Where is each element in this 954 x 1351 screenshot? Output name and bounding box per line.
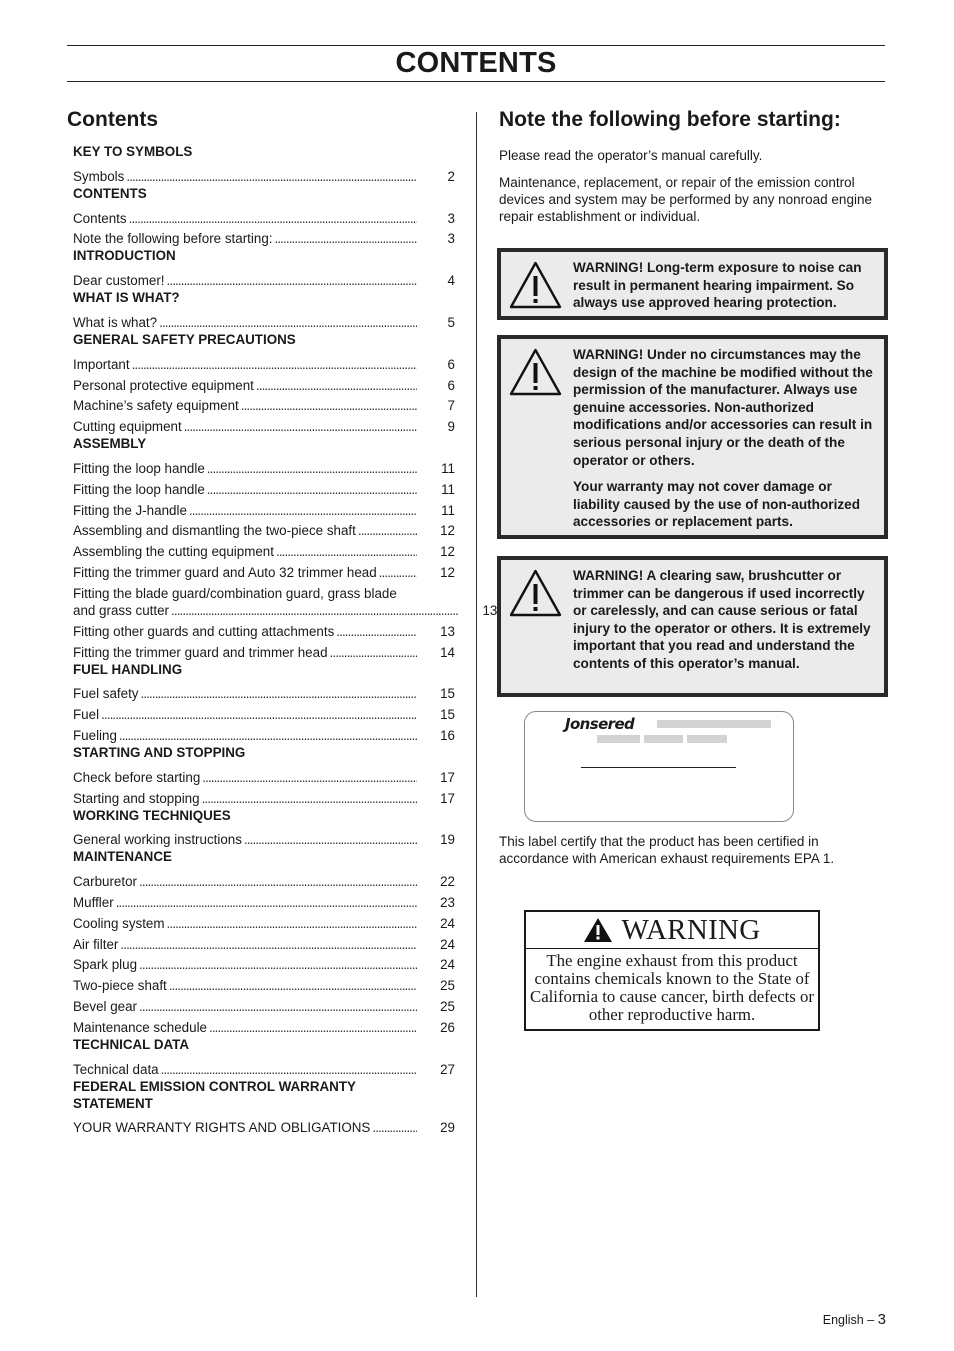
toc-entry bbox=[73, 765, 455, 786]
page-title: CONTENTS bbox=[395, 47, 557, 79]
toc-entry-label: Spark plug bbox=[73, 957, 138, 973]
toc-entry bbox=[73, 581, 498, 619]
toc-entry-label: Symbols bbox=[73, 168, 125, 184]
toc-dot-leader bbox=[336, 623, 417, 640]
toc-entry bbox=[73, 414, 455, 435]
toc-page-number: 24 bbox=[440, 936, 455, 952]
toc-entry bbox=[73, 268, 455, 289]
toc-dot-leader bbox=[101, 706, 417, 723]
toc-entry-label: Two-piece shaft bbox=[73, 978, 167, 994]
toc-entry bbox=[73, 994, 455, 1015]
toc-section-title-text: MAINTENANCE bbox=[73, 849, 172, 865]
toc-entry-label: Fuel safety bbox=[73, 686, 139, 702]
toc-entry-label: Important bbox=[73, 356, 130, 372]
toc-entry bbox=[73, 310, 455, 331]
toc-page-number: 6 bbox=[447, 377, 455, 393]
toc-page-number: 3 bbox=[447, 231, 455, 247]
toc-dot-leader bbox=[161, 1061, 417, 1078]
toc-entry bbox=[73, 394, 455, 415]
toc-entry-label: Fitting the J-handle bbox=[73, 502, 187, 518]
toc-entry bbox=[73, 164, 455, 185]
toc-dot-leader bbox=[126, 168, 417, 185]
toc-page-number: 6 bbox=[447, 356, 455, 372]
toc-page-number: 5 bbox=[447, 314, 455, 330]
toc-section-title-text: WHAT IS WHAT? bbox=[73, 290, 180, 306]
toc-entry-label: Technical data bbox=[73, 1061, 159, 1077]
toc-dot-leader bbox=[167, 915, 417, 932]
toc-dot-leader bbox=[275, 230, 418, 247]
toc-entry bbox=[73, 373, 455, 394]
toc-entry-label: Fitting the trimmer guard and Auto 32 trimmer head bbox=[73, 564, 377, 580]
prop65-title: WARNING bbox=[621, 913, 761, 946]
toc-entry bbox=[73, 932, 455, 953]
toc-entry bbox=[73, 539, 455, 560]
prop65-header bbox=[526, 912, 818, 949]
toc-entry-label: Check before starting bbox=[73, 769, 201, 785]
warning-text-modification bbox=[573, 346, 878, 531]
toc-dot-leader bbox=[171, 602, 459, 619]
toc-entry-label: Carburetor bbox=[73, 874, 138, 890]
toc-section-title bbox=[73, 807, 455, 828]
warning-box-noise bbox=[497, 248, 888, 320]
toc-entry bbox=[73, 911, 455, 932]
prop65-warning-box bbox=[524, 910, 820, 1031]
toc-page-number: 4 bbox=[447, 273, 455, 289]
toc-section-title bbox=[73, 331, 455, 352]
toc-section-title bbox=[73, 289, 455, 310]
toc-dot-leader bbox=[244, 831, 417, 848]
toc-dot-leader bbox=[330, 644, 417, 661]
toc-dot-leader bbox=[372, 1119, 417, 1136]
toc-entry-label: Assembling and dismantling the two-piece shaft bbox=[73, 523, 356, 539]
warning-triangle-icon bbox=[508, 568, 563, 618]
toc-entry bbox=[73, 206, 455, 227]
toc-dot-leader bbox=[139, 956, 417, 973]
toc-page-number: 27 bbox=[440, 1061, 455, 1077]
toc-entry-label: Dear customer! bbox=[73, 273, 165, 289]
toc-section-title bbox=[73, 185, 455, 206]
toc-page-number: 9 bbox=[447, 419, 455, 435]
toc-section-title bbox=[73, 1036, 455, 1057]
toc-page-number: 25 bbox=[440, 978, 455, 994]
toc-section-title-text: KEY TO SYMBOLS bbox=[73, 144, 193, 159]
toc-entry bbox=[73, 456, 455, 477]
toc-entry-label: Personal protective equipment bbox=[73, 377, 254, 393]
toc-entry-label: Fitting the loop handle bbox=[73, 460, 205, 476]
toc-dot-leader bbox=[207, 481, 417, 498]
toc-heading: Contents bbox=[67, 108, 158, 131]
warning-triangle-icon bbox=[508, 347, 563, 397]
toc-section-title bbox=[73, 1078, 455, 1116]
toc-dot-leader bbox=[209, 1019, 417, 1036]
column-divider bbox=[476, 112, 477, 1297]
toc-section-title-text: GENERAL SAFETY PRECAUTIONS bbox=[73, 331, 296, 347]
table-of-contents bbox=[73, 143, 498, 1136]
toc-page-number: 26 bbox=[440, 1019, 455, 1035]
label-gray-bar bbox=[644, 735, 683, 743]
toc-page-number: 13 bbox=[482, 602, 498, 618]
toc-page-number: 11 bbox=[441, 460, 455, 476]
toc-dot-leader bbox=[120, 936, 417, 953]
toc-entry bbox=[73, 702, 455, 723]
toc-page-number: 3 bbox=[447, 210, 455, 226]
toc-entry bbox=[73, 890, 455, 911]
label-caption: This label certify that the product has been certified in accordance with American exhaust requirements EPA 1. bbox=[499, 834, 835, 866]
label-gray-bar bbox=[687, 735, 727, 743]
emission-paragraph: Maintenance, replacement, or repair of the emission control devices and system may be performed by any nonroad engine repair establishment or individual. bbox=[499, 175, 872, 224]
toc-entry bbox=[73, 640, 455, 661]
toc-page-number: 17 bbox=[440, 790, 455, 806]
toc-entry-label: Starting and stopping bbox=[73, 790, 200, 806]
toc-entry bbox=[73, 786, 455, 807]
toc-dot-leader bbox=[189, 502, 417, 519]
toc-entry-label: and grass cutter bbox=[73, 602, 170, 618]
title-rule bbox=[67, 81, 885, 82]
toc-entry-label: Fitting other guards and cutting attachments bbox=[73, 623, 335, 639]
toc-page-number: 12 bbox=[440, 564, 455, 580]
note-heading: Note the following before starting: bbox=[499, 108, 841, 131]
toc-entry bbox=[73, 498, 455, 519]
toc-page-number: 14 bbox=[440, 644, 455, 660]
warning-triangle-icon bbox=[508, 260, 563, 310]
toc-page-number: 15 bbox=[440, 707, 455, 723]
toc-entry bbox=[73, 953, 455, 974]
toc-section-title-text: FEDERAL EMISSION CONTROL WARRANTY bbox=[73, 1078, 356, 1094]
footer-language: English bbox=[822, 1313, 864, 1327]
toc-dot-leader bbox=[276, 543, 417, 560]
toc-entry bbox=[73, 1116, 455, 1137]
toc-entry-wrap bbox=[73, 585, 463, 619]
toc-entry bbox=[73, 619, 455, 640]
emission-label-image bbox=[524, 711, 794, 822]
toc-entry-label: What is what? bbox=[73, 314, 158, 330]
toc-section-title-text: FUEL HANDLING bbox=[73, 661, 183, 677]
toc-entry bbox=[73, 723, 455, 744]
toc-entry-label: Fitting the blade guard/combination guard, grass blade bbox=[73, 585, 397, 601]
toc-entry bbox=[73, 1057, 455, 1078]
toc-page-number: 11 bbox=[441, 502, 455, 518]
toc-section-title bbox=[73, 247, 455, 268]
toc-page-number: 13 bbox=[440, 623, 455, 639]
toc-dot-leader bbox=[256, 377, 417, 394]
toc-entry bbox=[73, 477, 455, 498]
toc-page-number: 22 bbox=[440, 874, 455, 890]
toc-dot-leader bbox=[119, 727, 417, 744]
toc-entry bbox=[73, 869, 455, 890]
toc-entry-label: Note the following before starting: bbox=[73, 231, 273, 247]
page-footer bbox=[823, 1311, 886, 1328]
toc-entry-label: Contents bbox=[73, 210, 127, 226]
toc-section-title-text: STARTING AND STOPPING bbox=[73, 744, 246, 760]
toc-section-title-text: TECHNICAL DATA bbox=[73, 1036, 190, 1052]
warning-box-modification bbox=[497, 335, 888, 539]
toc-entry bbox=[73, 1015, 455, 1036]
warning-box-danger bbox=[497, 556, 888, 697]
toc-page-number: 2 bbox=[447, 168, 455, 184]
toc-page-number: 29 bbox=[440, 1120, 455, 1136]
toc-entry bbox=[73, 519, 455, 540]
toc-section-title bbox=[73, 435, 455, 456]
toc-page-number: 7 bbox=[447, 398, 455, 414]
toc-dot-leader bbox=[132, 356, 417, 373]
label-underline bbox=[581, 767, 736, 768]
toc-dot-leader bbox=[202, 769, 417, 786]
toc-page-number: 16 bbox=[440, 727, 455, 743]
footer-page-number: 3 bbox=[877, 1311, 886, 1328]
toc-dot-leader bbox=[169, 977, 417, 994]
toc-dot-leader bbox=[159, 314, 417, 331]
toc-dot-leader bbox=[141, 685, 418, 702]
toc-entry-label: Maintenance schedule bbox=[73, 1019, 207, 1035]
toc-section-title bbox=[73, 744, 455, 765]
toc-dot-leader bbox=[379, 564, 417, 581]
toc-page-number: 19 bbox=[440, 832, 455, 848]
toc-dot-leader bbox=[184, 418, 417, 435]
toc-dot-leader bbox=[139, 998, 417, 1015]
toc-page-number: 11 bbox=[441, 481, 455, 497]
toc-dot-leader bbox=[358, 522, 417, 539]
toc-entry-label: General working instructions bbox=[73, 832, 242, 848]
toc-entry-label: Fitting the trimmer guard and trimmer head bbox=[73, 644, 328, 660]
toc-dot-leader bbox=[207, 460, 417, 477]
toc-entry bbox=[73, 227, 455, 248]
toc-page-number: 12 bbox=[440, 544, 455, 560]
toc-entry bbox=[73, 828, 455, 849]
warning-text-danger: WARNING! A clearing saw, brushcutter or trimmer can be dangerous if used incorrectly or carelessly, and can cause serious or fatal injury to the operator or others. It is extremely important that you read and understand the contents of this operator’s manual. bbox=[573, 568, 871, 671]
toc-entry-label: Bevel gear bbox=[73, 998, 138, 1014]
prop65-body: The engine exhaust from this product contains chemicals known to the State of California to cause cancer, birth defects or other reproductive harm. bbox=[530, 951, 815, 1024]
toc-page-number: 24 bbox=[440, 957, 455, 973]
warning-text-noise: WARNING! Long-term exposure to noise can result in permanent hearing impairment. So always use approved hearing protection. bbox=[573, 260, 862, 311]
toc-dot-leader bbox=[167, 272, 417, 289]
toc-entry-label: Muffler bbox=[73, 894, 114, 910]
toc-dot-leader bbox=[116, 894, 417, 911]
label-gray-bar bbox=[597, 735, 640, 743]
toc-entry bbox=[73, 682, 455, 703]
warning-modification-p1: WARNING! Under no circumstances may the design of the machine be modified without the permission of the manufacturer. Always use genuine accessories. Non-authorized modifications and/or accessories can result in serious personal injury or the death of the operator or others. bbox=[573, 347, 873, 468]
label-gray-bar bbox=[657, 720, 771, 728]
toc-entry-label: Machine’s safety equipment bbox=[73, 398, 239, 414]
toc-page-number: 15 bbox=[440, 686, 455, 702]
toc-entry-line bbox=[73, 602, 463, 619]
toc-section-title-text: WORKING TECHNIQUES bbox=[73, 807, 231, 823]
toc-entry-label: Assembling the cutting equipment bbox=[73, 544, 274, 560]
toc-section-title-text: STATEMENT bbox=[73, 1095, 153, 1111]
toc-entry bbox=[73, 560, 455, 581]
toc-page-number: 24 bbox=[440, 915, 455, 931]
toc-entry-label: Air filter bbox=[73, 936, 119, 952]
toc-dot-leader bbox=[139, 873, 417, 890]
toc-page-number: 23 bbox=[440, 894, 455, 910]
toc-section-title-text: INTRODUCTION bbox=[73, 248, 176, 264]
toc-entry bbox=[73, 352, 455, 373]
toc-entry-label: YOUR WARRANTY RIGHTS AND OBLIGATIONS bbox=[73, 1120, 371, 1136]
toc-entry-label: Cutting equipment bbox=[73, 419, 182, 435]
brand-logo: Jonsered bbox=[565, 715, 635, 733]
toc-page-number: 12 bbox=[440, 523, 455, 539]
toc-section-title-text: CONTENTS bbox=[73, 185, 147, 201]
toc-dot-leader bbox=[241, 397, 417, 414]
toc-page-number: 17 bbox=[440, 769, 455, 785]
toc-entry-label: Fuel bbox=[73, 707, 100, 723]
warning-modification-p2: Your warranty may not cover damage or liability caused by the use of non-authorized accessories or replacement parts. bbox=[573, 479, 861, 530]
toc-page-number: 25 bbox=[440, 998, 455, 1014]
toc-entry-label: Fueling bbox=[73, 727, 117, 743]
toc-section-title bbox=[73, 661, 455, 682]
warning-triangle-icon bbox=[583, 917, 613, 943]
toc-section-title bbox=[73, 143, 455, 164]
toc-entry bbox=[73, 973, 455, 994]
toc-section-title bbox=[73, 848, 455, 869]
toc-dot-leader bbox=[202, 790, 417, 807]
footer-separator: – bbox=[867, 1313, 875, 1327]
toc-entry-label: Fitting the loop handle bbox=[73, 481, 205, 497]
toc-section-title-text: ASSEMBLY bbox=[73, 436, 147, 452]
toc-dot-leader bbox=[129, 210, 417, 227]
read-manual-paragraph: Please read the operator’s manual carefully. bbox=[499, 148, 763, 163]
toc-entry-label: Cooling system bbox=[73, 915, 165, 931]
